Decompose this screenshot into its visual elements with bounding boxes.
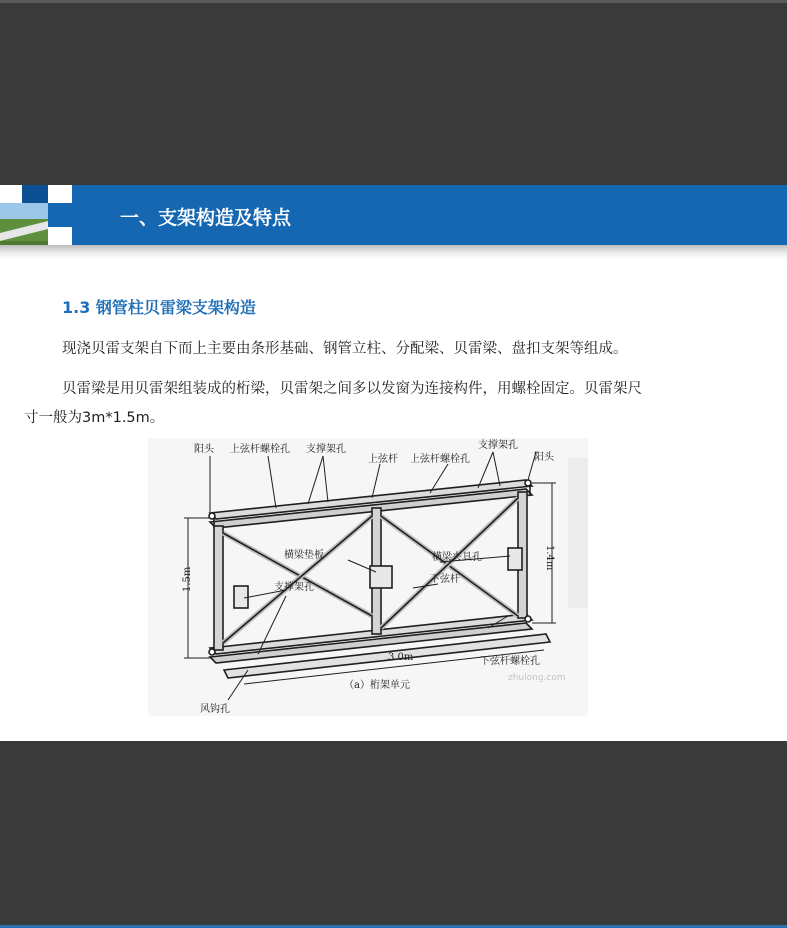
label-top-chord: 上弦杆 xyxy=(368,454,398,465)
label-top-chord-bolt-left: 上弦杆螺栓孔 xyxy=(230,444,290,455)
section-title: 1.3 钢管柱贝雷梁支架构造 xyxy=(62,298,256,317)
watermark-text: zhulong.com xyxy=(508,673,566,683)
label-bottom-chord: 下弦杆 xyxy=(430,574,460,585)
label-cross-beam-pad: 横梁垫板 xyxy=(284,550,324,561)
paragraph-2-line-2: 寸一般为3m*1.5m。 xyxy=(24,410,165,426)
label-top-chord-bolt-right: 上弦杆螺栓孔 xyxy=(410,454,470,465)
banner-title: 一、支架构造及特点 xyxy=(120,207,292,229)
label-height-1-5m: 1.5m xyxy=(182,566,193,592)
paragraph-1: 现浇贝雷支架自下而上主要由条形基础、钢管立柱、分配梁、贝雷梁、盘扣支架等组成。 xyxy=(62,341,628,357)
label-cross-beam-clamp: 横梁夹具孔 xyxy=(432,552,482,563)
slide xyxy=(0,185,787,741)
label-yangtou-left: 阳头 xyxy=(194,444,214,455)
label-yangtou-right: 阳头 xyxy=(534,452,554,463)
window-top-edge xyxy=(0,0,787,3)
banner-shadow xyxy=(0,245,787,259)
banner-decoration-icon xyxy=(0,185,72,245)
title-banner xyxy=(0,185,787,245)
label-length-3-0m: 3.0m xyxy=(388,652,414,663)
label-height-1-4m: 1.4m xyxy=(544,545,555,571)
label-brace-hole-left: 支撑架孔 xyxy=(274,582,314,593)
label-brace-hole-top: 支撑架孔 xyxy=(306,444,346,455)
label-wind-hook: 风钩孔 xyxy=(200,704,230,715)
label-bottom-chord-bolt: 下弦杆螺栓孔 xyxy=(480,656,540,667)
bailey-truss-figure xyxy=(148,438,588,716)
figure-caption: （a）桁架单元 xyxy=(344,680,410,691)
label-brace-hole-top-right: 支撑架孔 xyxy=(478,440,518,451)
paragraph-2-line-1: 贝雷梁是用贝雷架组装成的桁梁，贝雷架之间多以发窗为连接构件，用螺栓固定。贝雷架尺 xyxy=(62,381,642,397)
